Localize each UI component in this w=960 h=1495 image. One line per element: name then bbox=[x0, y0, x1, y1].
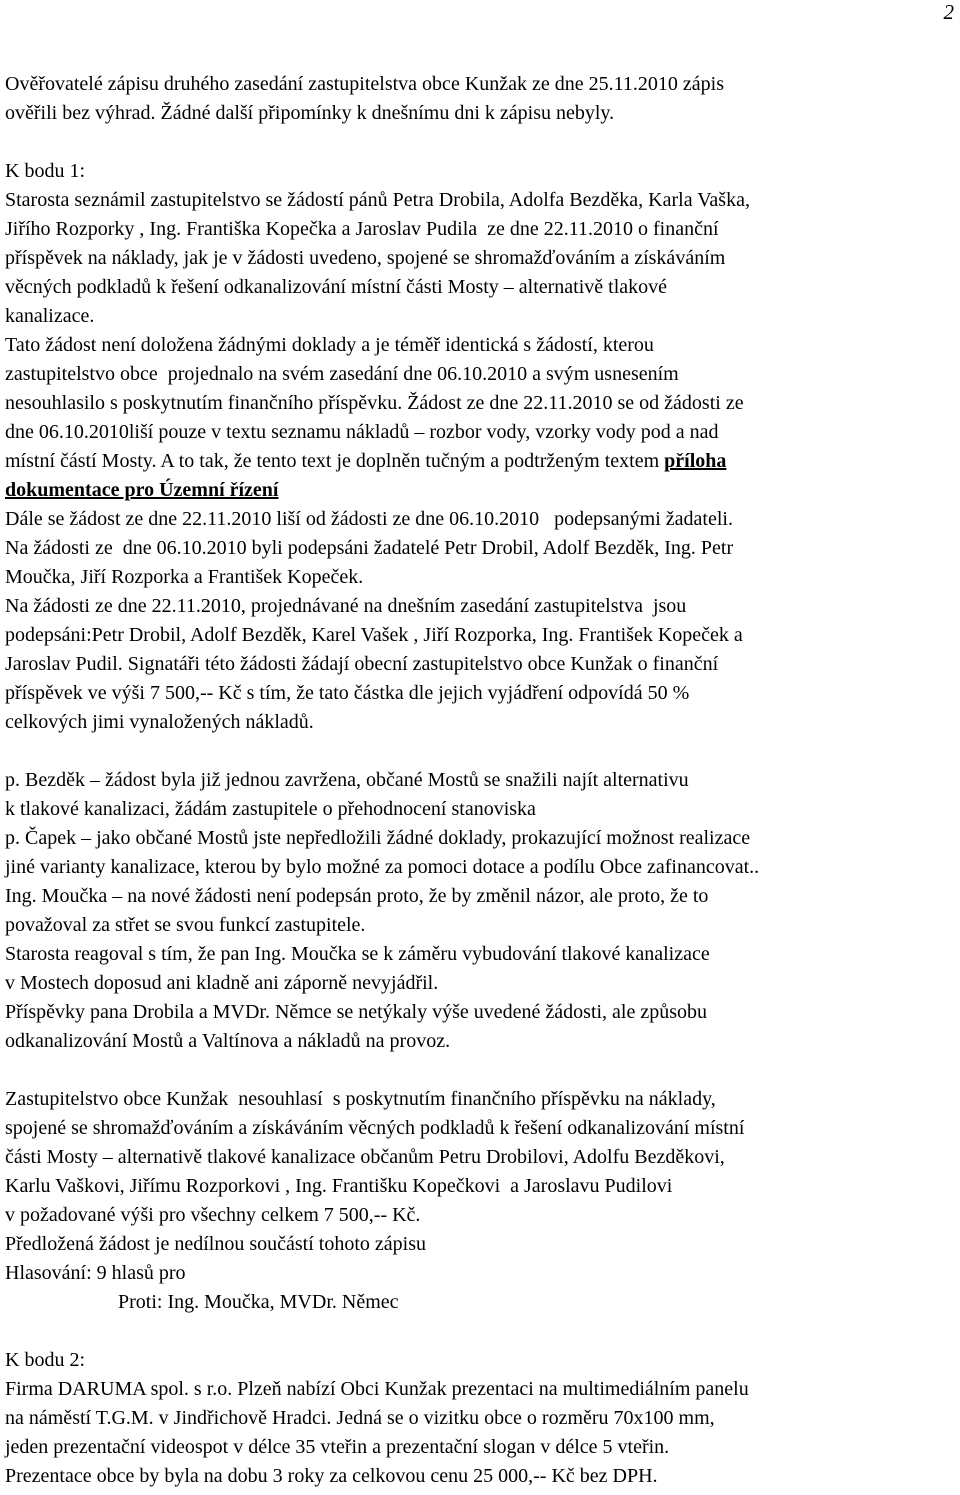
text-line: věcných podkladů k řešení odkanalizování místní části Mosty – alternativě tlakové bbox=[5, 276, 668, 298]
text-line: v Mostech doposud ani kladně ani záporně nevyjádřil. bbox=[5, 972, 439, 994]
text-line: odkanalizování Mostů a Valtínova a nákladů na provoz. bbox=[5, 1030, 451, 1052]
section-heading-1: K bodu 1: bbox=[5, 160, 85, 182]
text-line: příspěvek ve výši 7 500,-- Kč s tím, že tato částka dle jejich vyjádření odpovídá 50 % bbox=[5, 682, 690, 704]
text-line: jiné varianty kanalizace, kterou by bylo možné za pomoci dotace a podílu Obce zafinancovat.. bbox=[5, 856, 760, 878]
document-body bbox=[5, 70, 955, 1491]
text-line: podepsáni:Petr Drobil, Adolf Bezděk, Karel Vašek , Jiří Rozporka, Ing. František Kopeček a bbox=[5, 624, 743, 646]
text-line: nesouhlasilo s poskytnutím finančního příspěvku. Žádost ze dne 22.11.2010 se od žádosti ze bbox=[5, 392, 744, 414]
text-line-with-emphasis bbox=[5, 447, 955, 476]
text-line: na náměstí T.G.M. v Jindřichově Hradci. Jedná se o vizitku obce o rozměru 70x100 mm, bbox=[5, 1407, 715, 1429]
text-line: Starosta seznámil zastupitelstvo se žádostí pánů Petra Drobila, Adolfa Bezděka, Karla Vaška, bbox=[5, 189, 750, 211]
text-line: Dále se žádost ze dne 22.11.2010 liší od žádosti ze dne 06.10.2010 podepsanými žadateli. bbox=[5, 508, 733, 530]
text-segment: místní částí Mosty. A to tak, že tento text je doplněn tučným a podtrženým textem bbox=[5, 450, 665, 472]
vote-against: Proti: Ing. Moučka, MVDr. Němec bbox=[118, 1291, 399, 1313]
emphasis-line bbox=[5, 476, 955, 505]
text-line: k tlakové kanalizaci, žádám zastupitele o přehodnocení stanoviska bbox=[5, 798, 536, 820]
text-line: Jiřího Rozporky , Ing. Františka Kopečka a Jaroslav Pudila ze dne 22.11.2010 o finanční bbox=[5, 218, 719, 240]
text-line: Jaroslav Pudil. Signatáři této žádosti žádají obecní zastupitelstvo obce Kunžak o finanční bbox=[5, 653, 719, 675]
text-line: spojené se shromažďováním a získáváním věcných podkladů k řešení odkanalizování místní bbox=[5, 1117, 745, 1139]
text-line: Předložená žádost je nedílnou součástí tohoto zápisu bbox=[5, 1233, 427, 1255]
section-heading-2: K bodu 2: bbox=[5, 1349, 85, 1371]
emphasis-text: dokumentace pro Územní řízení bbox=[5, 479, 279, 501]
text-line: v požadované výši pro všechny celkem 7 500,-- Kč. bbox=[5, 1204, 421, 1226]
text-line: zastupitelstvo obce projednalo na svém zasedání dne 06.10.2010 a svým usnesením bbox=[5, 363, 679, 385]
blank-line bbox=[5, 737, 955, 766]
text-line: Firma DARUMA spol. s r.o. Plzeň nabízí Obci Kunžak prezentaci na multimediálním panelu bbox=[5, 1378, 749, 1400]
vote-for: Hlasování: 9 hlasů pro bbox=[5, 1262, 186, 1284]
text-line: Tato žádost není doložena žádnými doklady a je téměř identická s žádostí, kterou bbox=[5, 334, 654, 356]
text-line: Zastupitelstvo obce Kunžak nesouhlasí s poskytnutím finančního příspěvku na náklady, bbox=[5, 1088, 716, 1110]
text-line: Na žádosti ze dne 06.10.2010 byli podepsáni žadatelé Petr Drobil, Adolf Bezděk, Ing. Petr bbox=[5, 537, 734, 559]
text-line: Příspěvky pana Drobila a MVDr. Němce se netýkaly výše uvedené žádosti, ale způsobu bbox=[5, 1001, 708, 1023]
text-line: kanalizace. bbox=[5, 305, 95, 327]
text-line: ověřili bez výhrad. Žádné další připomínky k dnešnímu dni k zápisu nebyly. bbox=[5, 102, 615, 124]
text-line: Starosta reagoval s tím, že pan Ing. Moučka se k záměru vybudování tlakové kanalizace bbox=[5, 943, 710, 965]
text-line: Moučka, Jiří Rozporka a František Kopeček. bbox=[5, 566, 364, 588]
emphasis-text: příloha bbox=[664, 450, 727, 472]
text-line: p. Bezděk – žádost byla již jednou zavržena, občané Mostů se snažili najít alternativu bbox=[5, 769, 689, 791]
text-line: Ověřovatelé zápisu druhého zasedání zastupitelstva obce Kunžak ze dne 25.11.2010 zápis bbox=[5, 73, 724, 95]
text-line: celkových jimi vynaložených nákladů. bbox=[5, 711, 314, 733]
text-line: jeden prezentační videospot v délce 35 vteřin a prezentační slogan v délce 5 vteřin. bbox=[5, 1436, 670, 1458]
text-line: považoval za střet se svou funkcí zastupitele. bbox=[5, 914, 366, 936]
text-line: Prezentace obce by byla na dobu 3 roky za celkovou cenu 25 000,-- Kč bez DPH. bbox=[5, 1465, 658, 1487]
text-line: dne 06.10.2010liší pouze v textu seznamu nákladů – rozbor vody, vzorky vody pod a nad bbox=[5, 421, 719, 443]
text-line: příspěvek na náklady, jak je v žádosti uvedeno, spojené se shromažďováním a získáváním bbox=[5, 247, 726, 269]
blank-line bbox=[5, 1317, 955, 1346]
text-line: Na žádosti ze dne 22.11.2010, projednávané na dnešním zasedání zastupitelstva jsou bbox=[5, 595, 687, 617]
blank-line bbox=[5, 1056, 955, 1085]
page-number: 2 bbox=[943, 0, 954, 24]
blank-line bbox=[5, 128, 955, 157]
text-line: Ing. Moučka – na nové žádosti není podepsán proto, že by změnil názor, ale proto, že to bbox=[5, 885, 709, 907]
text-line: části Mosty – alternativě tlakové kanalizace občanům Petru Drobilovi, Adolfu Bezděkovi, bbox=[5, 1146, 725, 1168]
text-line: Karlu Vaškovi, Jiřímu Rozporkovi , Ing. Františku Kopečkovi a Jaroslavu Pudilovi bbox=[5, 1175, 673, 1197]
text-line: p. Čapek – jako občané Mostů jste nepředložili žádné doklady, prokazující možnost realizace bbox=[5, 827, 751, 849]
